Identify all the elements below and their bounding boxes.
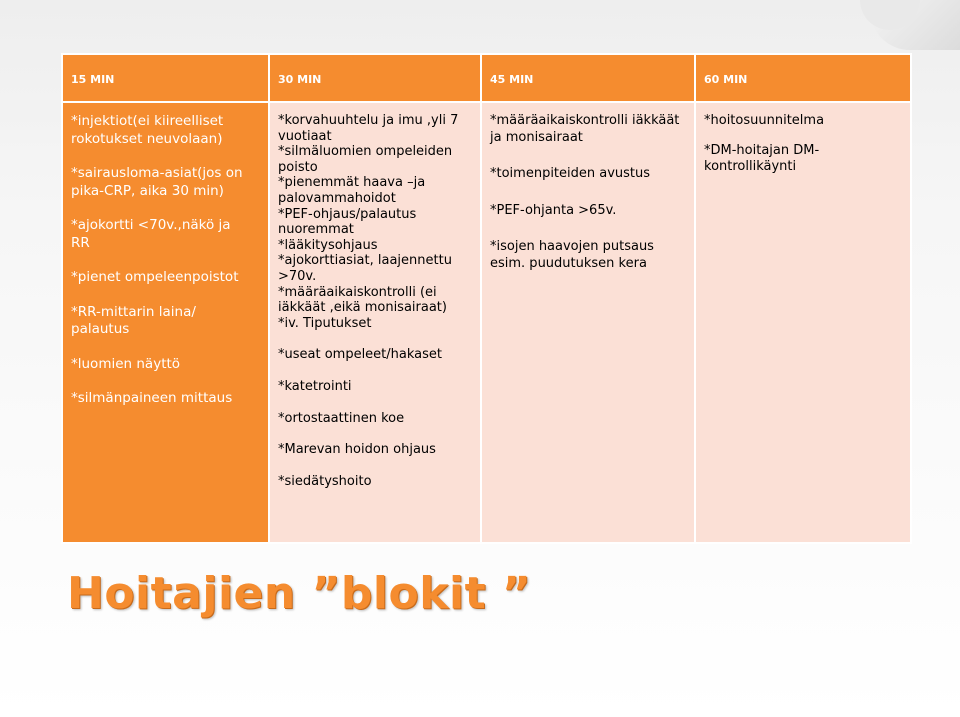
list-item: *toimenpiteiden avustus [490,166,651,181]
slide-title: Hoitajien ”blokit ” [67,568,532,619]
list-item: *katetrointi [278,378,352,394]
list-item: *ortostaattinen koe [278,410,405,426]
list-item: *RR-mittarin laina/ palautus [71,303,196,337]
list-item: *silmänpaineen mittaus [71,390,233,406]
header-60-min: 60 MIN [695,54,911,102]
list-item: *hoitosuunnitelma [704,113,825,128]
cell-45-min [481,102,695,543]
time-block-table [61,53,912,544]
list-item: *määräaikaiskontrolli iäkkäät ja monisairaat [490,113,680,145]
list-item: *luomien näyttö [71,355,181,372]
cell-30-min [269,102,481,543]
header-row [62,54,911,102]
header-45-min: 45 MIN [481,54,695,102]
header-15-min: 15 MIN [62,54,269,102]
list-item: *PEF-ohjanta >65v. [490,202,617,218]
list-item: *DM-hoitajan DM- kontrollikäynti [704,142,820,174]
cell-15-min [62,102,269,543]
list-item: *korvahuuhtelu ja imu ,yli 7 vuotiaat *silmäluomien ompeleiden poisto *pienemmät haava –ja palovammahoidot *PEF-ohjaus/palautus nuoremmat *lääkitysohjaus *ajokorttiasiat, laajennettu >70v. *määräaikaiskontrolli (ei iäkkäät ,eikä monisairaat) *iv. Tiputukset [278,113,459,331]
list-item: *useat ompeleet/hakaset [278,347,442,363]
list-item: *pienet ompeleenpoistot [71,269,239,285]
list-item: *ajokortti <70v.,näkö ja RR [71,217,231,251]
cell-60-min [695,102,911,543]
list-item: *Marevan hoidon ohjaus [278,442,436,458]
list-item: *injektiot(ei kiireelliset rokotukset neuvolaan) [71,113,224,147]
content-row [62,102,911,543]
list-item: *isojen haavojen putsaus esim. puudutuksen kera [490,239,654,271]
header-30-min: 30 MIN [269,54,481,102]
list-item: *sairausloma-asiat(jos on pika-CRP, aika 30 min) [71,165,243,199]
list-item: *siedätyshoito [278,473,372,489]
